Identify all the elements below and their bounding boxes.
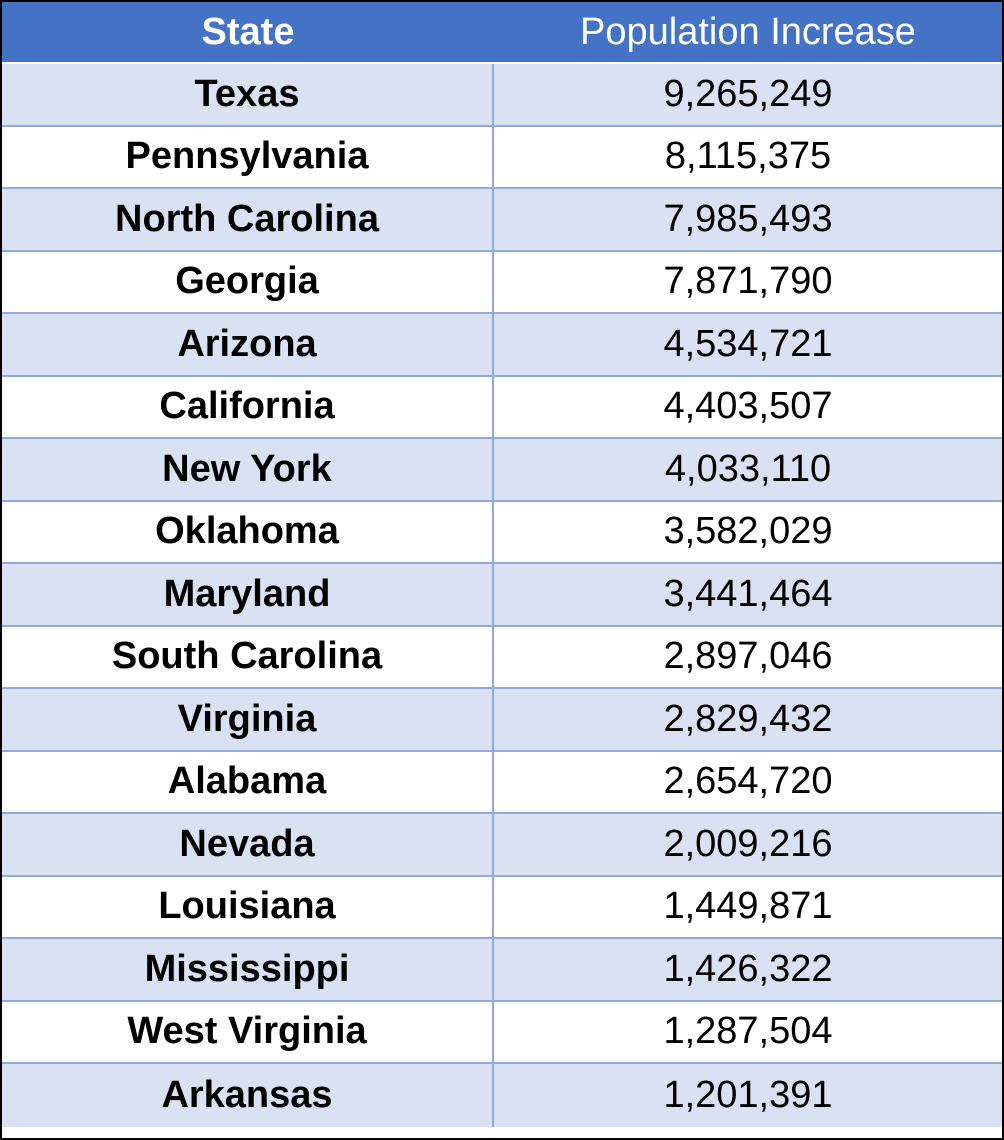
table-row <box>2 64 1002 127</box>
population-increase-cell: 2,829,432 <box>663 697 833 740</box>
table-row <box>2 1064 1002 1127</box>
population-increase-cell: 4,033,110 <box>664 447 832 490</box>
state-cell: Arkansas <box>2 1064 494 1127</box>
table-row <box>2 627 1002 690</box>
table-row <box>2 189 1002 252</box>
table-row <box>2 939 1002 1002</box>
state-cell: Pennsylvania <box>2 127 494 188</box>
state-cell: South Carolina <box>2 627 494 688</box>
population-increase-cell: 2,654,720 <box>663 760 833 803</box>
population-increase-cell: 4,403,507 <box>663 385 833 428</box>
table-row <box>2 877 1002 940</box>
state-cell: Oklahoma <box>2 502 494 563</box>
population-increase-cell: 2,897,046 <box>663 635 833 678</box>
state-cell: Georgia <box>2 252 494 313</box>
state-cell: Virginia <box>2 689 494 750</box>
population-increase-cell: 7,871,790 <box>663 260 833 303</box>
population-increase-cell: 3,582,029 <box>663 510 833 553</box>
table-row <box>2 439 1002 502</box>
table-row <box>2 689 1002 752</box>
population-increase-cell: 8,115,375 <box>664 135 832 178</box>
table-row <box>2 314 1002 377</box>
population-increase-cell: 3,441,464 <box>663 572 833 615</box>
population-increase-cell: 2,009,216 <box>663 822 833 865</box>
state-cell: West Virginia <box>2 1002 494 1063</box>
state-cell: Mississippi <box>2 939 494 1000</box>
population-increase-cell: 1,201,391 <box>663 1073 833 1116</box>
table-row <box>2 564 1002 627</box>
state-cell: Alabama <box>2 752 494 813</box>
state-cell: Texas <box>2 64 494 125</box>
state-cell: North Carolina <box>2 189 494 250</box>
table-row <box>2 127 1002 190</box>
population-increase-cell: 7,985,493 <box>663 197 833 240</box>
state-cell: New York <box>2 439 494 500</box>
state-cell: California <box>2 377 494 438</box>
state-cell: Nevada <box>2 814 494 875</box>
population-increase-cell: 9,265,249 <box>663 72 833 115</box>
state-cell: Arizona <box>2 314 494 375</box>
state-cell: Louisiana <box>2 877 494 938</box>
table-row <box>2 502 1002 565</box>
table-row <box>2 252 1002 315</box>
table-row <box>2 377 1002 440</box>
population-increase-cell: 1,449,871 <box>663 885 833 928</box>
population-increase-cell: 1,426,322 <box>663 947 833 990</box>
state-cell: Maryland <box>2 564 494 625</box>
header-population-increase: Population Increase <box>580 10 916 53</box>
table-row <box>2 1002 1002 1065</box>
population-increase-cell: 1,287,504 <box>663 1010 833 1053</box>
table-row <box>2 814 1002 877</box>
table-header-row <box>2 2 1002 64</box>
table-row <box>2 752 1002 815</box>
population-increase-cell: 4,534,721 <box>663 322 833 365</box>
header-state: State <box>201 10 295 53</box>
